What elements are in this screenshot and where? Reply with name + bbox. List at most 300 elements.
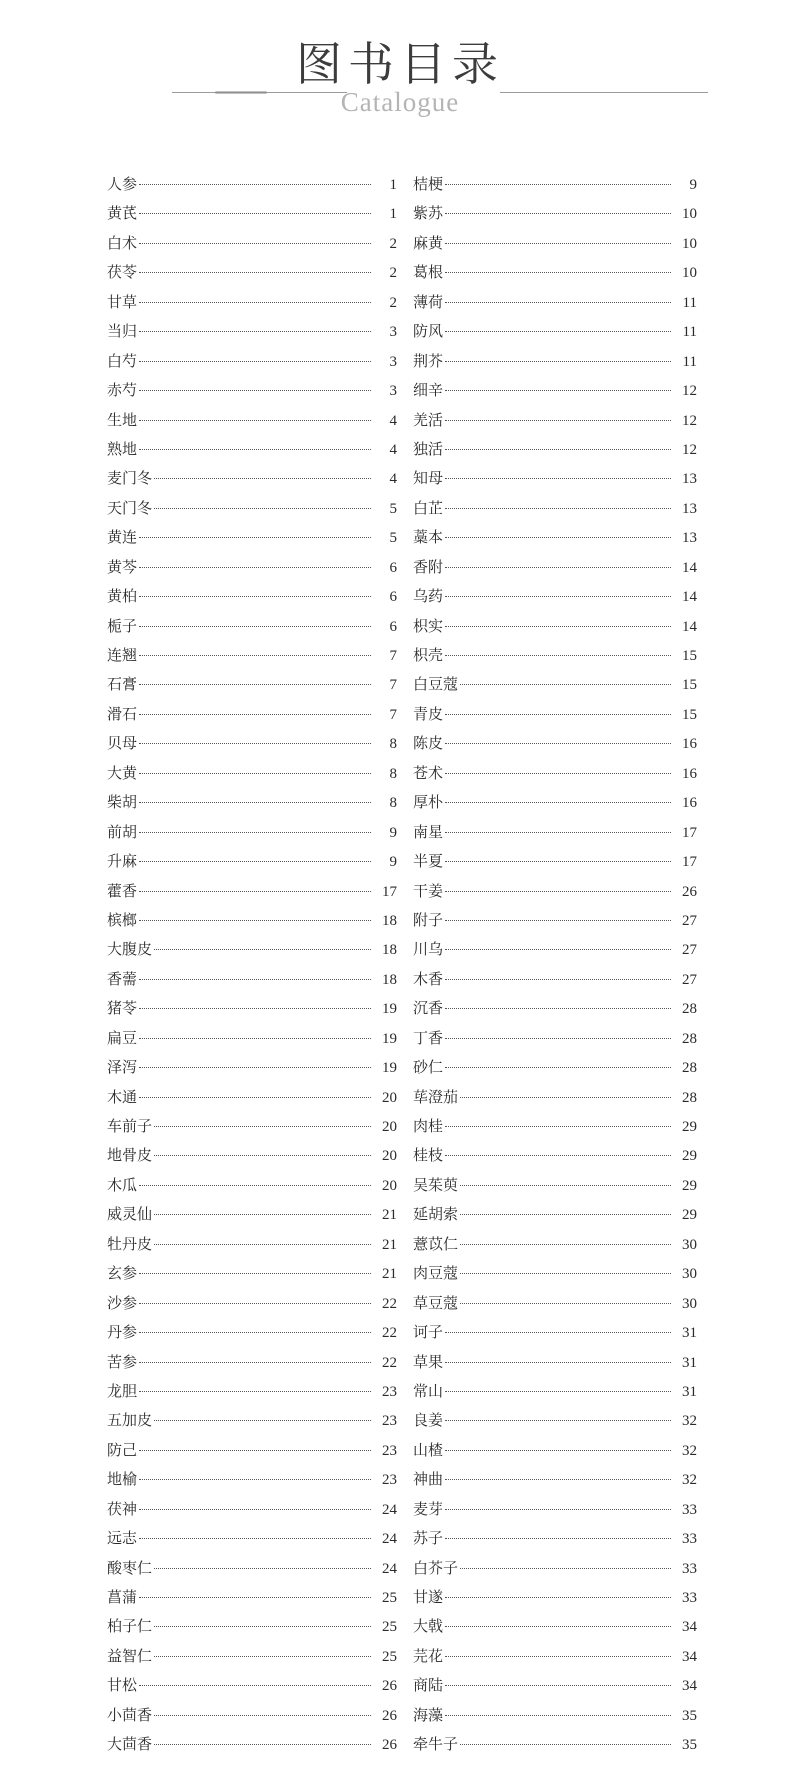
toc-entry[interactable]	[107, 1087, 397, 1116]
toc-entry-page: 33	[682, 1531, 697, 1548]
page-subtitle: Catalogue	[340, 87, 460, 117]
toc-dot-leader	[139, 920, 371, 921]
toc-dot-leader	[445, 743, 671, 744]
toc-entry-name: 白豆蔻	[413, 675, 459, 694]
toc-entry[interactable]	[107, 616, 397, 645]
toc-dot-leader	[139, 1391, 371, 1392]
toc-dot-leader	[139, 420, 371, 421]
toc-entry-name: 菖蒲	[107, 1588, 138, 1606]
toc-entry[interactable]	[413, 1734, 697, 1763]
toc-entry[interactable]	[107, 321, 397, 350]
toc-entry[interactable]	[413, 1646, 697, 1675]
toc-entry[interactable]	[107, 1028, 397, 1057]
toc-entry-page: 23	[382, 1472, 397, 1489]
toc-entry-name: 牡丹皮	[107, 1234, 153, 1253]
toc-entry[interactable]	[107, 1263, 397, 1292]
toc-entry-page: 6	[389, 618, 397, 635]
toc-entry-page: 22	[382, 1354, 397, 1371]
toc-entry-name: 常山	[413, 1381, 444, 1400]
toc-entry-page: 30	[682, 1266, 697, 1283]
toc-entry[interactable]	[107, 939, 397, 968]
toc-entry-page: 31	[682, 1325, 697, 1342]
toc-entry-page: 20	[382, 1148, 397, 1165]
toc-entry[interactable]	[107, 1734, 397, 1763]
toc-dot-leader	[154, 1155, 371, 1156]
toc-entry-name: 大茴香	[107, 1735, 153, 1754]
toc-entry-page: 21	[382, 1266, 397, 1283]
toc-entry-page: 18	[382, 971, 397, 988]
toc-dot-leader	[445, 243, 671, 244]
toc-entry[interactable]	[107, 498, 397, 527]
toc-entry-page: 13	[682, 500, 697, 517]
toc-entry-name: 枳壳	[413, 646, 444, 664]
toc-entry-page: 14	[682, 618, 697, 635]
toc-entry[interactable]	[107, 557, 397, 586]
toc-entry[interactable]	[413, 1587, 697, 1616]
toc-entry-name: 香薷	[107, 969, 138, 988]
toc-entry[interactable]	[107, 1646, 397, 1675]
toc-dot-leader	[445, 1509, 671, 1510]
toc-entry-page: 26	[382, 1707, 397, 1724]
toc-dot-leader	[139, 567, 371, 568]
toc-entry-name: 芫花	[413, 1646, 444, 1665]
toc-entry[interactable]	[107, 468, 397, 497]
toc-entry[interactable]	[413, 586, 697, 615]
toc-entry-name: 威灵仙	[107, 1205, 153, 1224]
toc-entry[interactable]	[413, 1558, 697, 1587]
toc-entry[interactable]	[413, 881, 697, 910]
toc-entry-page: 2	[389, 265, 397, 282]
toc-dot-leader	[139, 891, 371, 892]
toc-entry-page: 17	[682, 854, 697, 871]
toc-entry[interactable]	[107, 1352, 397, 1381]
toc-dot-leader	[460, 1568, 671, 1569]
toc-entry-page: 24	[382, 1560, 397, 1577]
toc-entry-name: 桂枝	[413, 1146, 444, 1165]
toc-entry[interactable]	[107, 1587, 397, 1616]
toc-dot-leader	[445, 596, 671, 597]
toc-dot-leader	[460, 1303, 671, 1304]
toc-entry[interactable]	[413, 1116, 697, 1145]
toc-entry[interactable]	[413, 233, 697, 262]
toc-entry-name: 益智仁	[107, 1646, 153, 1665]
toc-dot-leader	[139, 802, 371, 803]
toc-entry-name: 甘草	[107, 292, 138, 311]
toc-entry-page: 3	[389, 383, 397, 400]
toc-entry-page: 1	[389, 177, 397, 193]
toc-entry-page: 29	[682, 1148, 697, 1165]
toc-entry-name: 酸枣仁	[107, 1558, 153, 1577]
toc-entry-name: 丹参	[107, 1323, 138, 1342]
toc-entry[interactable]	[107, 910, 397, 939]
toc-entry-name: 小茴香	[107, 1705, 153, 1724]
toc-entry[interactable]	[413, 174, 697, 203]
toc-entry-name: 远志	[107, 1529, 138, 1548]
toc-entry-name: 滑石	[107, 704, 138, 723]
toc-entry[interactable]	[107, 1558, 397, 1587]
toc-entry[interactable]	[413, 527, 697, 556]
toc-entry[interactable]	[413, 410, 697, 439]
toc-entry[interactable]	[413, 262, 697, 291]
toc-entry-page: 14	[682, 559, 697, 576]
toc-dot-leader	[460, 1214, 671, 1215]
toc-entry[interactable]	[413, 1204, 697, 1233]
toc-entry[interactable]	[107, 733, 397, 762]
toc-entry[interactable]	[413, 1528, 697, 1557]
toc-entry[interactable]	[107, 881, 397, 910]
toc-entry-name: 槟榔	[107, 910, 138, 929]
toc-entry[interactable]	[413, 1675, 697, 1704]
toc-dot-leader	[445, 1008, 671, 1009]
toc-entry[interactable]	[107, 1322, 397, 1351]
toc-dot-leader	[139, 331, 371, 332]
toc-dot-leader	[445, 1685, 671, 1686]
toc-entry[interactable]	[107, 704, 397, 733]
toc-entry-name: 肉桂	[413, 1117, 444, 1135]
toc-dot-leader	[445, 1626, 671, 1627]
toc-entry-page: 9	[389, 854, 397, 871]
toc-dot-leader	[445, 390, 671, 391]
toc-entry-page: 34	[682, 1619, 697, 1636]
toc-entry-page: 4	[389, 471, 397, 488]
toc-entry[interactable]	[413, 1087, 697, 1116]
toc-entry-page: 10	[682, 235, 697, 252]
toc-entry-page: 15	[682, 648, 697, 664]
toc-entry-page: 12	[682, 412, 697, 429]
toc-entry-page: 21	[382, 1236, 397, 1253]
toc-dot-leader	[154, 1214, 371, 1215]
toc-entry[interactable]	[413, 1145, 697, 1174]
toc-dot-leader	[445, 802, 671, 803]
toc-entry[interactable]	[413, 1440, 697, 1469]
toc-dot-leader	[445, 1715, 671, 1716]
toc-entry[interactable]	[413, 351, 697, 380]
toc-entry-page: 28	[682, 1060, 697, 1077]
toc-entry[interactable]	[413, 1469, 697, 1498]
toc-entry-page: 8	[389, 795, 397, 812]
toc-entry-page: 29	[682, 1119, 697, 1135]
toc-entry-page: 26	[382, 1678, 397, 1695]
toc-entry-name: 细辛	[413, 381, 444, 400]
toc-entry[interactable]	[107, 233, 397, 262]
toc-entry[interactable]	[413, 645, 697, 674]
toc-entry[interactable]	[413, 1293, 697, 1322]
toc-entry-name: 大戟	[413, 1617, 444, 1636]
toc-entry[interactable]	[107, 822, 397, 851]
toc-entry[interactable]	[107, 1145, 397, 1174]
toc-entry[interactable]	[107, 1293, 397, 1322]
toc-entry-name: 苏子	[413, 1529, 444, 1548]
toc-entry-page: 32	[682, 1442, 697, 1459]
toc-entry-page: 10	[682, 265, 697, 282]
toc-entry-page: 32	[682, 1413, 697, 1430]
toc-entry-name: 白芍	[107, 351, 138, 370]
toc-entry[interactable]	[413, 792, 697, 821]
toc-entry-name: 青皮	[413, 704, 444, 723]
toc-entry[interactable]	[413, 1705, 697, 1734]
toc-entry[interactable]	[107, 1440, 397, 1469]
toc-entry-page: 2	[389, 235, 397, 252]
toc-entry[interactable]	[413, 763, 697, 792]
toc-entry-page: 26	[682, 883, 697, 900]
toc-entry[interactable]	[413, 498, 697, 527]
toc-dot-leader	[445, 1155, 671, 1156]
toc-entry-name: 五加皮	[107, 1411, 153, 1430]
toc-entry-name: 葛根	[413, 263, 444, 282]
toc-entry-page: 7	[389, 677, 397, 694]
toc-entry[interactable]	[413, 616, 697, 645]
toc-entry-name: 陈皮	[413, 734, 444, 753]
toc-entry[interactable]	[107, 851, 397, 880]
toc-dot-leader	[445, 184, 671, 185]
toc-entry[interactable]	[107, 1175, 397, 1204]
toc-dot-leader	[139, 714, 371, 715]
toc-entry-name: 天门冬	[107, 498, 153, 517]
toc-entry-page: 3	[389, 324, 397, 341]
toc-entry[interactable]	[413, 1263, 697, 1292]
toc-column-right	[413, 174, 697, 1764]
toc-dot-leader	[445, 861, 671, 862]
toc-entry-page: 23	[382, 1413, 397, 1430]
toc-entry-name: 白术	[107, 233, 138, 252]
toc-dot-leader	[460, 1273, 671, 1274]
toc-entry[interactable]	[413, 998, 697, 1027]
toc-entry-name: 苦参	[107, 1352, 138, 1371]
toc-entry-page: 8	[389, 736, 397, 753]
toc-entry[interactable]	[413, 910, 697, 939]
toc-entry-name: 黄连	[107, 528, 138, 547]
toc-entry-name: 沙参	[107, 1293, 138, 1312]
toc-entry[interactable]	[107, 380, 397, 409]
toc-entry[interactable]	[107, 645, 397, 674]
toc-entry-name: 附子	[413, 910, 444, 929]
toc-entry-name: 薄荷	[413, 292, 444, 311]
toc-entry[interactable]	[413, 704, 697, 733]
toc-entry-page: 33	[682, 1590, 697, 1606]
toc-entry[interactable]	[107, 1204, 397, 1233]
toc-dot-leader	[445, 1656, 671, 1657]
toc-entry[interactable]	[107, 1705, 397, 1734]
toc-dot-leader	[445, 1420, 671, 1421]
page-title: 图书目录	[296, 37, 504, 91]
toc-entry-name: 玄参	[107, 1264, 138, 1283]
toc-dot-leader	[460, 684, 671, 685]
toc-entry-page: 34	[682, 1678, 697, 1695]
toc-dot-leader	[139, 1509, 371, 1510]
toc-entry[interactable]	[107, 998, 397, 1027]
toc-dot-leader	[445, 979, 671, 980]
toc-entry-name: 麦门冬	[107, 469, 153, 488]
toc-entry-page: 30	[682, 1236, 697, 1253]
toc-entry[interactable]	[107, 1410, 397, 1439]
toc-entry-name: 苍术	[413, 763, 444, 782]
toc-entry[interactable]	[107, 410, 397, 439]
toc-dot-leader	[139, 655, 371, 656]
toc-dot-leader	[460, 1244, 671, 1245]
toc-entry[interactable]	[413, 674, 697, 703]
toc-entry-name: 猪苓	[107, 999, 138, 1018]
toc-entry-name: 羌活	[413, 410, 444, 429]
toc-dot-leader	[154, 508, 371, 509]
toc-dot-leader	[445, 891, 671, 892]
toc-entry[interactable]	[107, 262, 397, 291]
toc-entry[interactable]	[413, 321, 697, 350]
toc-entry-page: 8	[389, 765, 397, 782]
toc-entry-page: 28	[682, 1089, 697, 1106]
toc-entry[interactable]	[413, 939, 697, 968]
toc-entry[interactable]	[413, 1028, 697, 1057]
toc-entry[interactable]	[107, 1675, 397, 1704]
toc-entry[interactable]	[107, 586, 397, 615]
toc-entry[interactable]	[107, 1499, 397, 1528]
toc-entry-name: 草果	[413, 1352, 444, 1371]
toc-entry-page: 27	[682, 912, 697, 929]
toc-entry[interactable]	[107, 292, 397, 321]
toc-entry-name: 前胡	[107, 822, 138, 841]
toc-entry[interactable]	[107, 439, 397, 468]
toc-dot-leader	[154, 1626, 371, 1627]
toc-entry[interactable]	[107, 1057, 397, 1086]
toc-entry[interactable]	[413, 1410, 697, 1439]
toc-dot-leader	[139, 1538, 371, 1539]
toc-entry-name: 丁香	[413, 1028, 444, 1047]
toc-entry-name: 黄柏	[107, 587, 138, 606]
toc-dot-leader	[445, 449, 671, 450]
toc-entry[interactable]	[107, 1469, 397, 1498]
toc-dot-leader	[445, 420, 671, 421]
toc-entry-name: 海藻	[413, 1705, 444, 1724]
toc-entry-name: 石膏	[107, 675, 138, 694]
toc-entry-name: 枳实	[413, 616, 444, 635]
toc-entry-name: 良姜	[413, 1411, 444, 1430]
toc-entry[interactable]	[413, 1322, 697, 1351]
toc-dot-leader	[445, 1332, 671, 1333]
toc-entry-page: 24	[382, 1501, 397, 1518]
toc-entry[interactable]	[413, 969, 697, 998]
toc-entry[interactable]	[413, 1175, 697, 1204]
toc-entry[interactable]	[413, 468, 697, 497]
toc-entry[interactable]	[413, 1352, 697, 1381]
toc-entry[interactable]	[413, 1616, 697, 1645]
toc-dot-leader	[445, 1479, 671, 1480]
toc-dot-leader	[445, 920, 671, 921]
toc-entry-name: 神曲	[413, 1470, 444, 1489]
toc-entry[interactable]	[413, 822, 697, 851]
toc-entry[interactable]	[107, 1616, 397, 1645]
toc-entry-name: 白芷	[413, 498, 444, 517]
toc-entry-name: 连翘	[107, 646, 138, 664]
toc-entry-name: 木通	[107, 1087, 138, 1106]
toc-entry-page: 35	[682, 1707, 697, 1724]
toc-dot-leader	[445, 1067, 671, 1068]
toc-entry[interactable]	[413, 203, 697, 232]
toc-entry[interactable]	[107, 1116, 397, 1145]
toc-dot-leader	[139, 390, 371, 391]
toc-entry-name: 砂仁	[413, 1058, 444, 1077]
toc-entry[interactable]	[413, 733, 697, 762]
toc-entry-name: 扁豆	[107, 1028, 138, 1047]
toc-entry-page: 13	[682, 530, 697, 547]
toc-entry-name: 南星	[413, 822, 444, 841]
toc-entry[interactable]	[107, 792, 397, 821]
toc-entry-name: 车前子	[107, 1117, 153, 1135]
toc-entry-name: 肉豆蔻	[413, 1264, 459, 1283]
toc-entry-name: 大腹皮	[107, 940, 153, 959]
toc-entry[interactable]	[107, 969, 397, 998]
toc-entry-page: 19	[382, 1060, 397, 1077]
toc-dot-leader	[445, 272, 671, 273]
toc-dot-leader	[139, 861, 371, 862]
toc-entry[interactable]	[413, 1234, 697, 1263]
toc-entry[interactable]	[107, 763, 397, 792]
toc-entry-name: 生地	[107, 410, 138, 429]
toc-entry-name: 贝母	[107, 734, 138, 753]
toc-entry-page: 33	[682, 1560, 697, 1577]
toc-dot-leader	[139, 596, 371, 597]
toc-entry-page: 3	[389, 353, 397, 370]
toc-entry-page: 25	[382, 1648, 397, 1665]
toc-entry-page: 10	[682, 206, 697, 223]
toc-entry-page: 22	[382, 1295, 397, 1312]
toc-entry[interactable]	[107, 1234, 397, 1263]
toc-entry[interactable]	[107, 527, 397, 556]
toc-entry[interactable]	[107, 203, 397, 232]
toc-dot-leader	[460, 1185, 671, 1186]
toc-dot-leader	[154, 949, 371, 950]
toc-entry-name: 乌药	[413, 587, 444, 606]
toc-entry[interactable]	[107, 174, 397, 203]
toc-entry-page: 6	[389, 559, 397, 576]
toc-dot-leader	[445, 1450, 671, 1451]
toc-entry[interactable]	[413, 292, 697, 321]
toc-entry-page: 6	[389, 589, 397, 606]
toc-entry-page: 12	[682, 383, 697, 400]
toc-entry-name: 麻黄	[413, 233, 444, 252]
toc-dot-leader	[445, 331, 671, 332]
toc-dot-leader	[445, 655, 671, 656]
toc-entry-name: 荆芥	[413, 351, 444, 370]
toc-dot-leader	[445, 949, 671, 950]
toc-entry[interactable]	[413, 380, 697, 409]
toc-entry[interactable]	[413, 439, 697, 468]
toc-entry[interactable]	[413, 1381, 697, 1410]
toc-entry[interactable]	[413, 1499, 697, 1528]
toc-entry-name: 熟地	[107, 439, 138, 458]
toc-dot-leader	[139, 302, 371, 303]
toc-dot-leader	[154, 1568, 371, 1569]
toc-entry[interactable]	[413, 851, 697, 880]
toc-entry-page: 16	[682, 736, 697, 753]
toc-entry-page: 4	[389, 441, 397, 458]
toc-entry-name: 荜澄茄	[413, 1087, 459, 1106]
toc-dot-leader	[139, 449, 371, 450]
toc-entry[interactable]	[107, 1381, 397, 1410]
toc-dot-leader	[139, 684, 371, 685]
toc-dot-leader	[445, 361, 671, 362]
toc-entry-page: 12	[682, 441, 697, 458]
toc-entry-page: 23	[382, 1442, 397, 1459]
toc-entry[interactable]	[413, 1057, 697, 1086]
toc-entry-name: 独活	[413, 439, 444, 458]
toc-entry[interactable]	[107, 351, 397, 380]
toc-dot-leader	[445, 302, 671, 303]
toc-entry[interactable]	[107, 674, 397, 703]
toc-dot-leader	[445, 832, 671, 833]
toc-entry[interactable]	[107, 1528, 397, 1557]
toc-entry[interactable]	[413, 557, 697, 586]
toc-entry-page: 30	[682, 1295, 697, 1312]
toc-entry-page: 13	[682, 471, 697, 488]
